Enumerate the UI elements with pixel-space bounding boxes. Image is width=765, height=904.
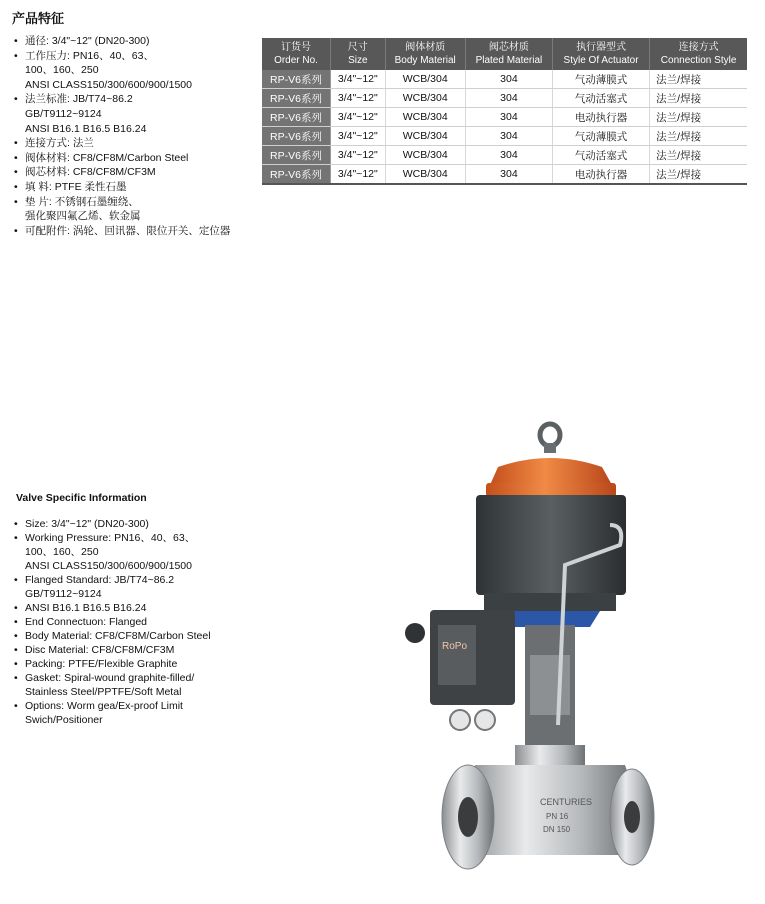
actuator-lower — [484, 593, 616, 611]
cn-feature-line: 强化聚四氟乙烯、软金属 — [25, 210, 141, 223]
table-row — [262, 165, 747, 185]
spec-table-header-row — [262, 38, 747, 70]
table-row — [262, 70, 747, 89]
column-header-en: Connection Style — [660, 55, 737, 66]
spec-table-body — [262, 70, 747, 184]
en-feature-line: • ANSI B16.1 B16.5 B16.24 — [14, 601, 264, 615]
table-cell: 304 — [465, 108, 552, 127]
table-row — [262, 108, 747, 127]
valve-product-image — [380, 415, 670, 895]
cn-feature-line: • 工作压力: PN16、40、63、 — [14, 49, 254, 64]
cn-feature-line: ANSI B16.1 B16.5 B16.24 — [25, 122, 147, 135]
table-cell: WCB/304 — [385, 70, 465, 89]
table-cell: 法兰/焊接 — [650, 127, 747, 146]
positioner — [405, 610, 515, 705]
cn-feature-line: • 阀芯材料: CF8/CF8M/CF3M — [14, 165, 254, 180]
table-cell: 法兰/焊接 — [650, 89, 747, 108]
en-feature-line: • Gasket: Spiral-wound graphite-filled/ — [14, 671, 264, 685]
table-cell: 304 — [465, 146, 552, 165]
table-cell: 304 — [465, 127, 552, 146]
positioner-brand-text: RoPo — [442, 641, 468, 652]
actuator-cap-band — [486, 483, 616, 497]
en-feature-line: • Flanged Standard: JB/T74~86.2 — [14, 573, 264, 587]
table-cell: 法兰/焊接 — [650, 146, 747, 165]
table-cell: 3/4"~12" — [331, 89, 386, 108]
table-cell: 气动活塞式 — [552, 146, 649, 165]
table-cell: 304 — [465, 89, 552, 108]
column-header-cn: 阀体材质 — [405, 42, 446, 53]
bonnet — [515, 745, 585, 765]
table-cell: 3/4"~12" — [331, 108, 386, 127]
en-feature-line: GB/T9112~9124 — [25, 588, 102, 600]
cn-feature-line: • 通径: 3/4"~12" (DN20-300) — [14, 34, 254, 49]
column-header-cn: 执行器型式 — [576, 42, 627, 53]
table-cell: RP-V6系列 — [262, 146, 331, 165]
cn-feature-line: ANSI CLASS150/300/600/900/1500 — [25, 78, 192, 91]
en-feature-line: • Disc Material: CF8/CF8M/CF3M — [14, 643, 264, 657]
en-section-title: Valve Specific Information — [16, 492, 147, 504]
table-row — [262, 89, 747, 108]
cn-feature-line: • 连接方式: 法兰 — [14, 136, 254, 151]
cn-feature-line: • 垫 片: 不锈钢石墨缠绕、 — [14, 195, 254, 210]
table-cell: WCB/304 — [385, 165, 465, 185]
table-row — [262, 127, 747, 146]
pressure-gauge — [475, 710, 495, 730]
table-cell: 法兰/焊接 — [650, 165, 747, 185]
en-feature-list — [14, 517, 264, 727]
table-cell: 电动执行器 — [552, 165, 649, 185]
table-cell: 气动薄膜式 — [552, 127, 649, 146]
en-feature-line: Stainless Steel/PPTFE/Soft Metal — [25, 686, 182, 698]
cn-feature-line: 100、160、250 — [25, 64, 99, 77]
table-cell: WCB/304 — [385, 89, 465, 108]
table-row — [262, 146, 747, 165]
cn-feature-line: • 填 料: PTFE 柔性石墨 — [14, 180, 254, 195]
cn-feature-line: • 可配附件: 涡轮、回讯器、限位开关、定位器 — [14, 224, 254, 239]
table-cell: RP-V6系列 — [262, 89, 331, 108]
spec-column-header — [385, 38, 465, 70]
table-cell: 气动薄膜式 — [552, 70, 649, 89]
column-header-en: Style Of Actuator — [563, 55, 639, 66]
table-cell: 3/4"~12" — [331, 70, 386, 89]
spec-column-header — [331, 38, 386, 70]
table-cell: RP-V6系列 — [262, 108, 331, 127]
column-header-en: Body Material — [394, 55, 456, 66]
spec-column-header — [552, 38, 649, 70]
table-cell: 3/4"~12" — [331, 146, 386, 165]
table-cell: WCB/304 — [385, 146, 465, 165]
column-header-cn: 尺寸 — [347, 42, 368, 53]
column-header-cn: 订货号 — [281, 42, 312, 53]
cn-feature-line: GB/T9112~9124 — [25, 107, 102, 120]
table-cell: 气动活塞式 — [552, 89, 649, 108]
table-cell: WCB/304 — [385, 127, 465, 146]
spec-table — [262, 38, 747, 185]
actuator-cap — [490, 458, 612, 485]
cn-feature-list — [14, 34, 254, 238]
en-feature-line: • Options: Worm gea/Ex-proof Limit — [14, 699, 264, 713]
pressure-gauge — [450, 710, 470, 730]
en-feature-line: ANSI CLASS150/300/600/900/1500 — [25, 560, 192, 572]
svg-text:DN 150: DN 150 — [543, 825, 571, 834]
spec-column-header — [262, 38, 331, 70]
table-cell: RP-V6系列 — [262, 127, 331, 146]
column-header-en: Plated Material — [475, 55, 543, 66]
cn-feature-line: • 法兰标准: JB/T74~86.2 — [14, 92, 254, 107]
actuator-body — [476, 495, 626, 595]
column-header-cn: 阀芯材质 — [488, 42, 529, 53]
table-cell: 电动执行器 — [552, 108, 649, 127]
en-feature-line: • Body Material: CF8/CF8M/Carbon Steel — [14, 629, 264, 643]
lifting-eye — [540, 424, 560, 453]
svg-text:PN 16: PN 16 — [546, 812, 569, 821]
en-feature-line: • End Connectuon: Flanged — [14, 615, 264, 629]
spec-column-header — [650, 38, 747, 70]
column-header-en: Order No. — [274, 55, 318, 66]
table-cell: 3/4"~12" — [331, 165, 386, 185]
cn-section-title: 产品特征 — [12, 11, 65, 26]
table-cell: RP-V6系列 — [262, 165, 331, 185]
table-cell: 法兰/焊接 — [650, 70, 747, 89]
table-cell: 304 — [465, 70, 552, 89]
spec-column-header — [465, 38, 552, 70]
column-header-cn: 连接方式 — [678, 42, 719, 53]
cn-feature-line: • 阀体材料: CF8/CF8M/Carbon Steel — [14, 151, 254, 166]
table-cell: 304 — [465, 165, 552, 185]
svg-text:CENTURIES: CENTURIES — [540, 797, 593, 807]
en-feature-line: 100、160、250 — [25, 546, 99, 558]
table-cell: RP-V6系列 — [262, 70, 331, 89]
table-cell: WCB/304 — [385, 108, 465, 127]
table-cell: 法兰/焊接 — [650, 108, 747, 127]
en-feature-line: • Packing: PTFE/Flexible Graphite — [14, 657, 264, 671]
column-header-en: Size — [348, 55, 368, 66]
table-cell: 3/4"~12" — [331, 127, 386, 146]
en-feature-line: Swich/Positioner — [25, 714, 103, 726]
en-feature-line: • Size: 3/4"~12" (DN20-300) — [14, 517, 264, 531]
en-feature-line: • Working Pressure: PN16、40、63、 — [14, 531, 264, 545]
